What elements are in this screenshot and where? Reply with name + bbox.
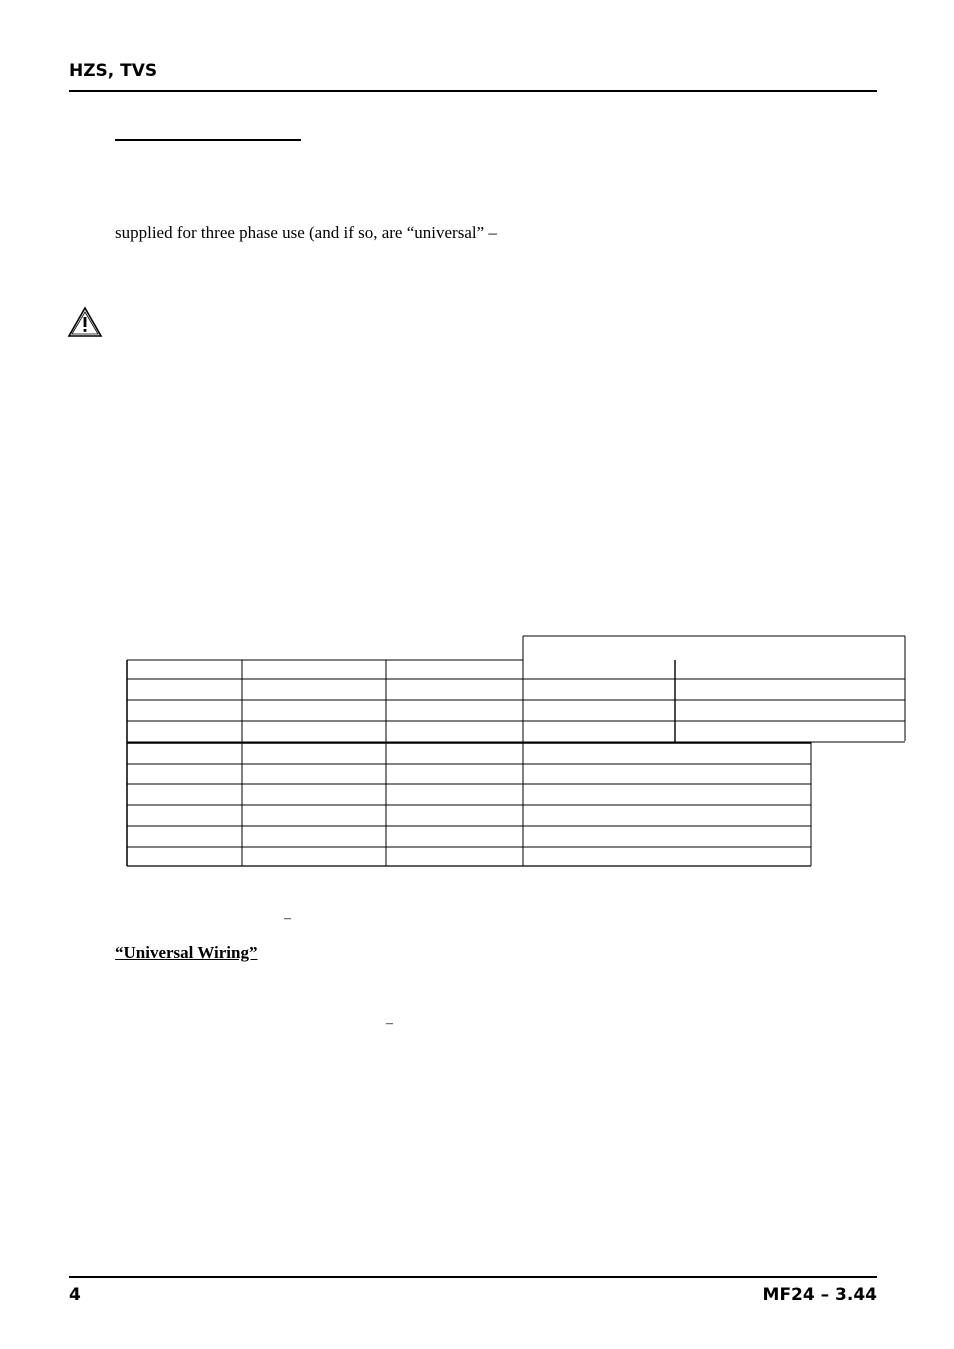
warning-exclamation-bar — [84, 317, 87, 327]
document-reference: MF24 – 3.44 — [762, 1285, 877, 1305]
page-number: 4 — [69, 1285, 81, 1305]
footer-rule — [69, 1276, 877, 1278]
warning-exclamation-dot — [84, 329, 87, 332]
dash-mark: – — [386, 1016, 393, 1031]
warning-triangle-icon — [67, 306, 103, 338]
universal-wiring-heading: “Universal Wiring” — [115, 943, 258, 962]
header-title: HZS, TVS — [69, 61, 158, 81]
body-paragraph: supplied for three phase use (and if so, are “universal” – — [115, 223, 497, 242]
dash-mark: – — [284, 911, 291, 926]
section-heading-underline — [115, 139, 301, 141]
header-rule — [69, 90, 877, 92]
